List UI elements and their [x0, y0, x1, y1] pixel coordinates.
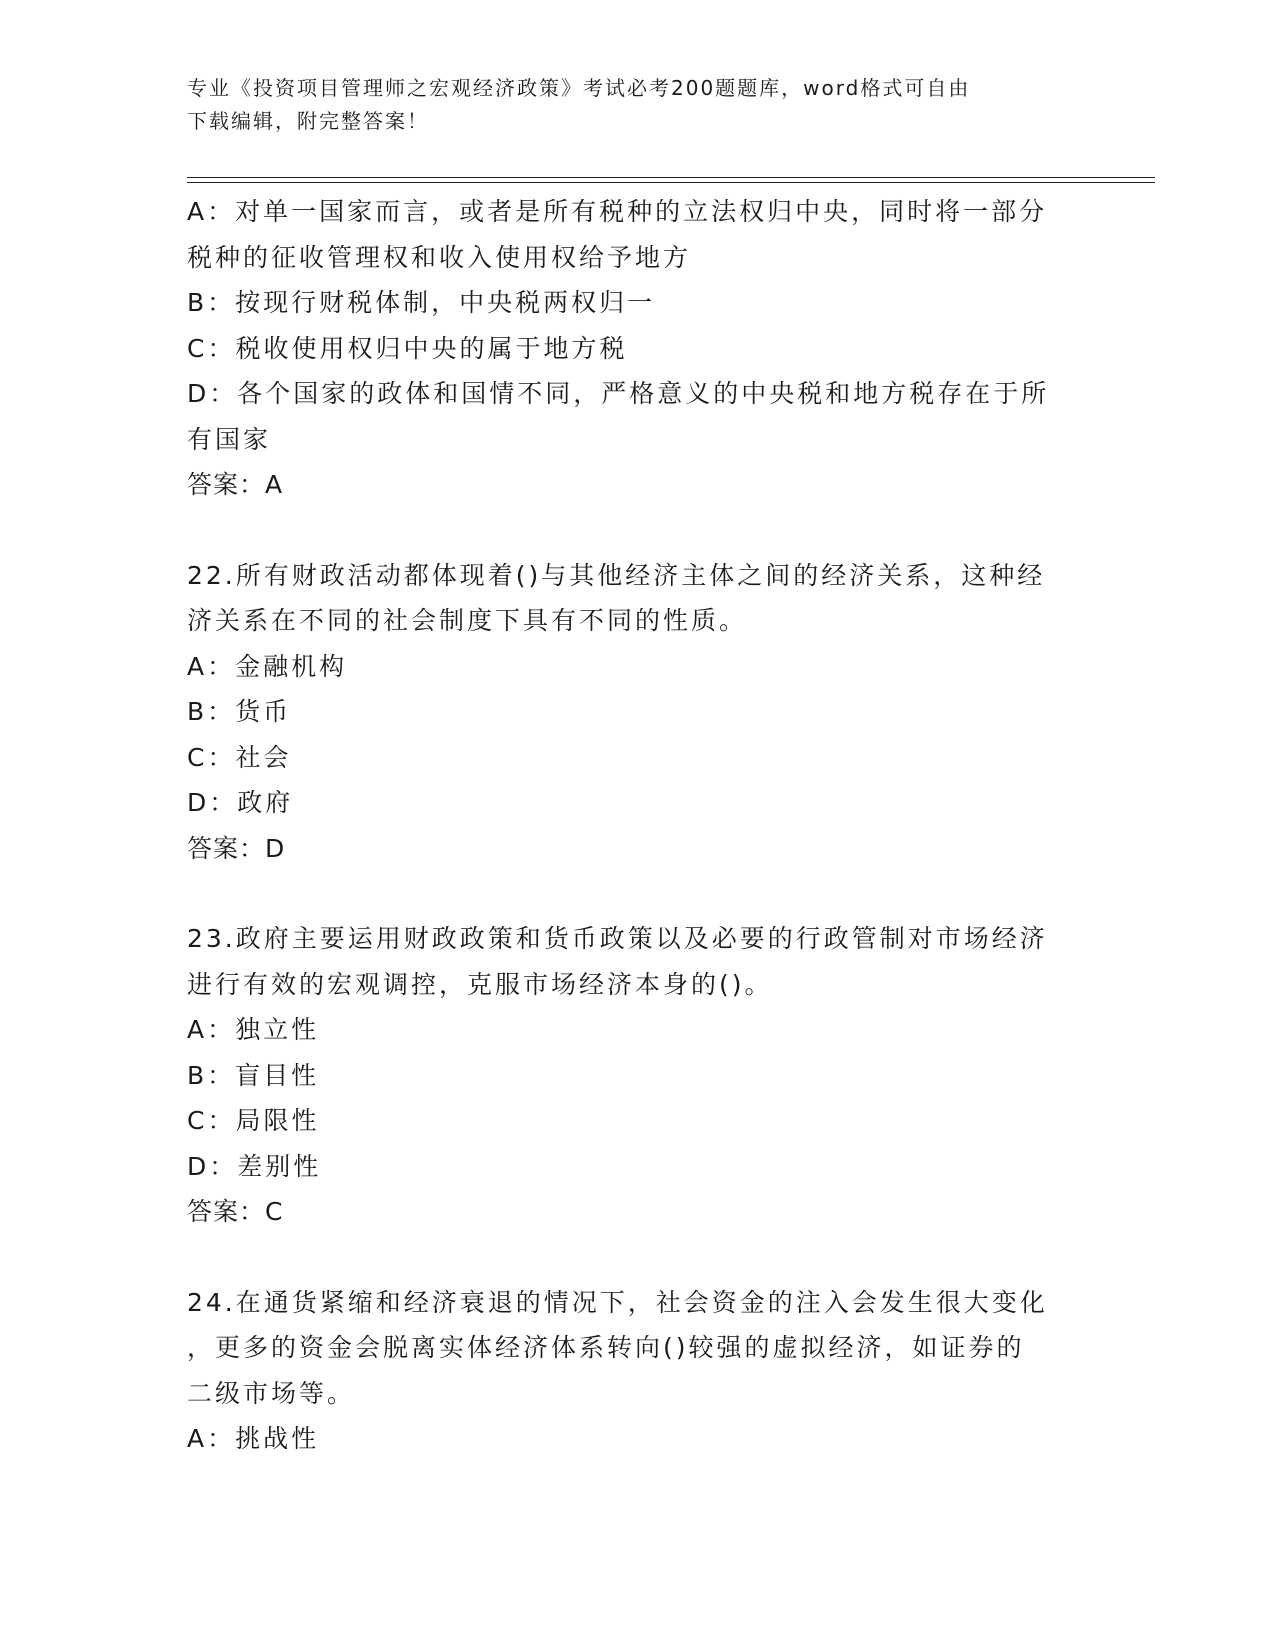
question-list: [187, 189, 1087, 1462]
question-spacer: [187, 1235, 1087, 1280]
question-spacer: [187, 871, 1087, 916]
q24-option-a: A：挑战性: [187, 1424, 320, 1453]
q23-option-d: D：差别性: [187, 1151, 322, 1181]
header-title-line-2: 下载编辑，附完整答案！: [187, 109, 429, 133]
q21-answer: 答案：A: [187, 470, 284, 499]
q24-stem-line-1: 24.在通货紧缩和经济衰退的情况下，社会资金的注入会发生很大变化: [187, 1287, 1048, 1317]
q23-stem-line-1: 23.政府主要运用财政政策和货币政策以及必要的行政管制对市场经济: [187, 924, 1048, 953]
q22-stem-line-1: 22.所有财政活动都体现着()与其他经济主体之间的经济关系，这种经: [187, 560, 1046, 590]
q22-option-a: A：金融机构: [187, 651, 348, 681]
q24-stem-line-3: 二级市场等。: [187, 1378, 356, 1408]
q23-option-c: C：局限性: [187, 1106, 320, 1135]
question-21-block: [187, 189, 1087, 508]
q23-answer: 答案：C: [187, 1197, 284, 1226]
q23-option-a: A：独立性: [187, 1015, 320, 1044]
header-divider-bottom: [187, 182, 1155, 183]
q22-option-c: C：社会: [187, 742, 292, 772]
document-header: [187, 72, 1067, 138]
q21-option-a-line-2: 税种的征收管理权和收入使用权给予地方: [187, 242, 692, 272]
question-24-block: [187, 1280, 1087, 1462]
q24-stem-line-2: ，更多的资金会脱离实体经济体系转向()较强的虚拟经济，如证券的: [187, 1333, 1025, 1362]
question-22-block: [187, 553, 1087, 872]
q21-option-d-line-1: D：各个国家的政体和国情不同，严格意义的中央税和地方税存在于所: [187, 379, 1050, 408]
q21-option-a-line-1: A：对单一国家而言，或者是所有税种的立法权归中央，同时将一部分: [187, 197, 1048, 226]
q21-option-c: C：税收使用权归中央的属于地方税: [187, 333, 628, 363]
header-title-line-1: 专业《投资项目管理师之宏观经济政策》考试必考200题题库，word格式可自由: [187, 76, 971, 100]
q22-answer: 答案：D: [187, 833, 286, 863]
q23-stem-line-2: 进行有效的宏观调控，克服市场经济本身的()。: [187, 969, 773, 999]
q21-option-b: B：按现行财税体制，中央税两权归一: [187, 288, 656, 317]
q21-option-d-line-2: 有国家: [187, 424, 272, 454]
question-spacer: [187, 508, 1087, 553]
question-23-block: [187, 916, 1087, 1235]
q22-option-b: B：货币: [187, 697, 292, 726]
q22-stem-line-2: 济关系在不同的社会制度下具有不同的性质。: [187, 606, 748, 635]
q23-option-b: B：盲目性: [187, 1060, 320, 1090]
header-divider-top: [187, 177, 1155, 178]
q22-option-d: D：政府: [187, 788, 294, 817]
